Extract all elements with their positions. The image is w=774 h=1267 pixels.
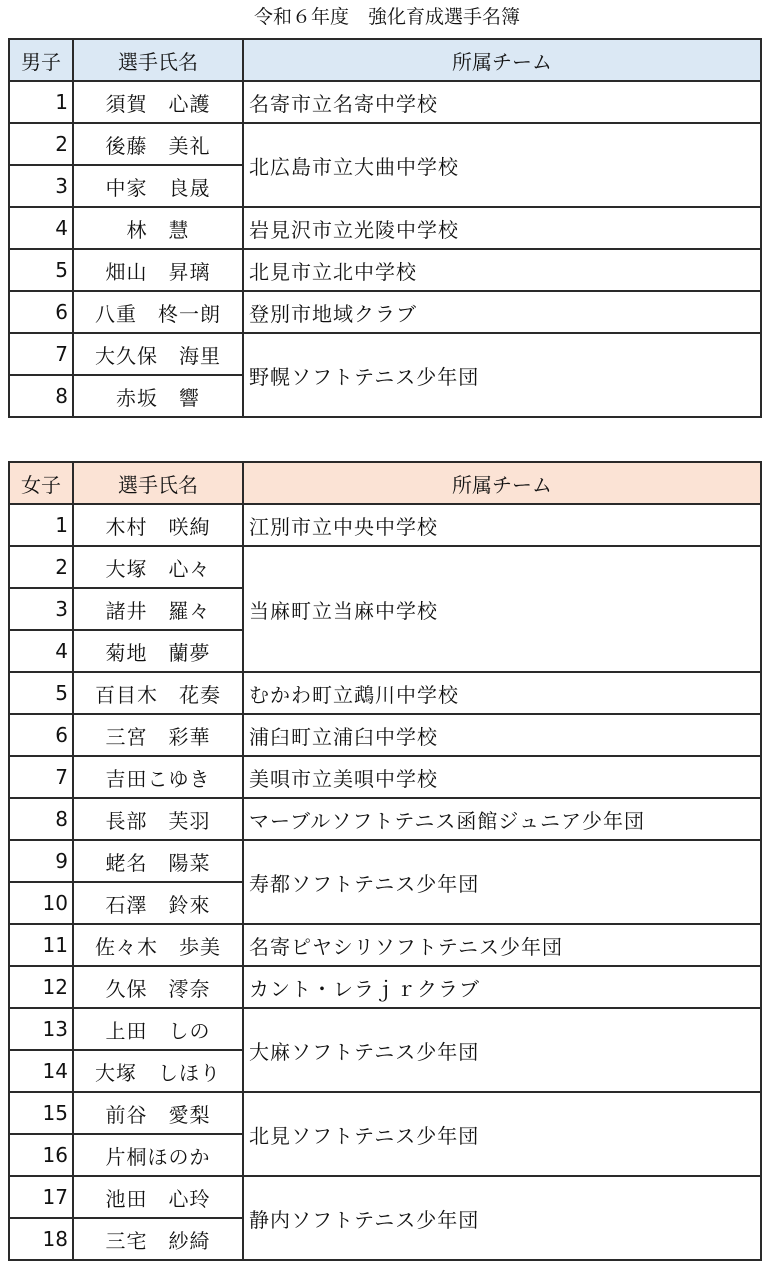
team-name: 北見市立北中学校 — [243, 249, 761, 291]
team-name: 江別市立中央中学校 — [243, 504, 761, 546]
row-number: 2 — [9, 123, 73, 165]
row-number: 11 — [9, 924, 73, 966]
team-name: 名寄市立名寄中学校 — [243, 81, 761, 123]
player-name: 赤坂 響 — [73, 375, 243, 417]
table-row — [9, 546, 761, 588]
team-name: マーブルソフトテニス函館ジュニア少年団 — [243, 798, 761, 840]
row-number: 2 — [9, 546, 73, 588]
row-number: 12 — [9, 966, 73, 1008]
row-number: 7 — [9, 756, 73, 798]
table-row — [9, 249, 761, 291]
player-name: 八重 柊一朗 — [73, 291, 243, 333]
row-number: 3 — [9, 588, 73, 630]
player-name: 前谷 愛梨 — [73, 1092, 243, 1134]
team-name: 浦臼町立浦臼中学校 — [243, 714, 761, 756]
team-name: 岩見沢市立光陵中学校 — [243, 207, 761, 249]
row-number: 4 — [9, 630, 73, 672]
player-name: 畑山 昇璃 — [73, 249, 243, 291]
team-name: 北広島市立大曲中学校 — [243, 123, 761, 207]
table-row — [9, 672, 761, 714]
player-name: 三宅 紗綺 — [73, 1218, 243, 1260]
row-number: 5 — [9, 672, 73, 714]
player-name: 菊地 蘭夢 — [73, 630, 243, 672]
table-row — [9, 714, 761, 756]
player-name: 蛯名 陽菜 — [73, 840, 243, 882]
table-row — [9, 207, 761, 249]
player-name: 須賀 心護 — [73, 81, 243, 123]
row-number: 8 — [9, 375, 73, 417]
table-row — [9, 504, 761, 546]
table-row — [9, 966, 761, 1008]
team-name: 美唄市立美唄中学校 — [243, 756, 761, 798]
row-number: 10 — [9, 882, 73, 924]
row-number: 6 — [9, 291, 73, 333]
team-name: カント・レラｊｒクラブ — [243, 966, 761, 1008]
player-name: 大塚 しほり — [73, 1050, 243, 1092]
team-header: 所属チーム — [243, 462, 761, 504]
table-row — [9, 123, 761, 165]
row-number: 14 — [9, 1050, 73, 1092]
player-name: 石澤 鈴來 — [73, 882, 243, 924]
player-name: 百目木 花奏 — [73, 672, 243, 714]
team-name: 静内ソフトテニス少年団 — [243, 1176, 761, 1260]
name-header: 選手氏名 — [73, 39, 243, 81]
player-name: 佐々木 歩美 — [73, 924, 243, 966]
player-name: 中家 良晟 — [73, 165, 243, 207]
player-name: 大塚 心々 — [73, 546, 243, 588]
male-roster-table — [8, 38, 762, 418]
table-row — [9, 840, 761, 882]
page-title: 令和６年度 強化育成選手名簿 — [253, 6, 520, 28]
player-name: 久保 澪奈 — [73, 966, 243, 1008]
table-row — [9, 1008, 761, 1050]
row-number: 3 — [9, 165, 73, 207]
table-row — [9, 291, 761, 333]
team-name: むかわ町立鵡川中学校 — [243, 672, 761, 714]
player-name: 吉田こゆき — [73, 756, 243, 798]
player-name: 林 慧 — [73, 207, 243, 249]
row-number: 6 — [9, 714, 73, 756]
row-number: 7 — [9, 333, 73, 375]
row-number: 17 — [9, 1176, 73, 1218]
player-name: 諸井 羅々 — [73, 588, 243, 630]
team-name: 寿都ソフトテニス少年団 — [243, 840, 761, 924]
table-row — [9, 1176, 761, 1218]
table-header-row — [9, 462, 761, 504]
row-number: 18 — [9, 1218, 73, 1260]
female-roster-table — [8, 461, 762, 1261]
row-number: 8 — [9, 798, 73, 840]
table-row — [9, 333, 761, 375]
team-name: 野幌ソフトテニス少年団 — [243, 333, 761, 417]
team-name: 当麻町立当麻中学校 — [243, 546, 761, 672]
player-name: 大久保 海里 — [73, 333, 243, 375]
table-header-row — [9, 39, 761, 81]
player-name: 後藤 美礼 — [73, 123, 243, 165]
player-name: 木村 咲絢 — [73, 504, 243, 546]
table-row — [9, 1092, 761, 1134]
team-header: 所属チーム — [243, 39, 761, 81]
table-row — [9, 756, 761, 798]
player-name: 三宮 彩華 — [73, 714, 243, 756]
team-name: 登別市地域クラブ — [243, 291, 761, 333]
table-row — [9, 81, 761, 123]
player-name: 池田 心玲 — [73, 1176, 243, 1218]
row-number: 13 — [9, 1008, 73, 1050]
team-name: 大麻ソフトテニス少年団 — [243, 1008, 761, 1092]
row-number: 1 — [9, 81, 73, 123]
category-header: 女子 — [9, 462, 73, 504]
row-number: 1 — [9, 504, 73, 546]
row-number: 4 — [9, 207, 73, 249]
player-name: 長部 芙羽 — [73, 798, 243, 840]
name-header: 選手氏名 — [73, 462, 243, 504]
player-name: 上田 しの — [73, 1008, 243, 1050]
team-name: 北見ソフトテニス少年団 — [243, 1092, 761, 1176]
team-name: 名寄ピヤシリソフトテニス少年団 — [243, 924, 761, 966]
row-number: 15 — [9, 1092, 73, 1134]
row-number: 16 — [9, 1134, 73, 1176]
table-row — [9, 924, 761, 966]
row-number: 9 — [9, 840, 73, 882]
category-header: 男子 — [9, 39, 73, 81]
row-number: 5 — [9, 249, 73, 291]
table-row — [9, 798, 761, 840]
player-name: 片桐ほのか — [73, 1134, 243, 1176]
